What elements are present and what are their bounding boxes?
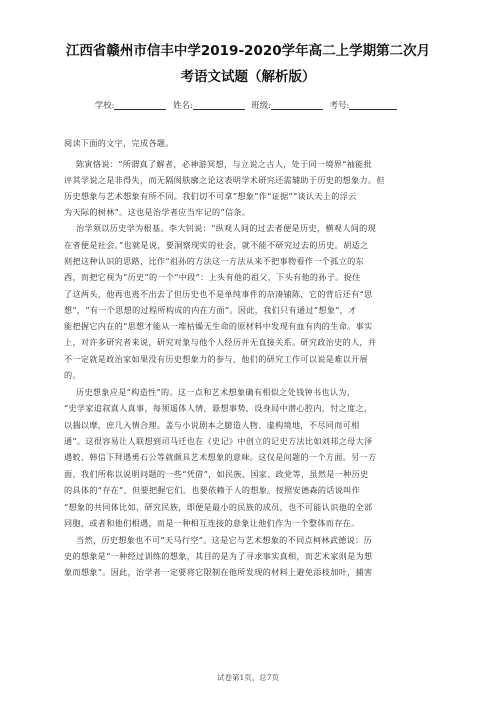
name-blank[interactable] bbox=[193, 101, 245, 110]
paragraph-line: 遇蛟、韩信下拜遇勇石公等就颇具艺术想象的意味。这仅是问题的一个方面。另一方 bbox=[64, 452, 377, 462]
paragraph-line: 西，而把它视为“历史”的一个“中段”：上头有他的祖父，下头有他的孙子。捉住 bbox=[64, 272, 361, 282]
instruction-line: 阅读下面的文字，完成各题。 bbox=[64, 138, 174, 148]
title-line-1: 江西省赣州市信丰中学2019-2020学年高二上学期第二次月 bbox=[65, 43, 431, 59]
name-label: 姓名: bbox=[173, 100, 193, 110]
number-blank[interactable] bbox=[349, 101, 397, 110]
paragraph-line: 评其学说之是非得失，而无隔阂肤廓之论这表明学术研究还需辅助于历史的想象力。但 bbox=[64, 175, 385, 185]
paragraph-line: 在者便是社会。”也就是说，要洞察现实的社会，就不能不研究过去的历史。胡适之 bbox=[64, 240, 369, 250]
paragraph-line: 能把握它内在的“思想才能从一堆枯燥无生命的原材料中发现有血有肉的生命。事实 bbox=[64, 321, 373, 331]
school-blank[interactable] bbox=[114, 101, 166, 110]
paragraph-line: 不一定就是政治家如果没有历史想象力的参与，他们的研究工作可以说是难以开展 bbox=[64, 354, 368, 364]
paragraph-line: “想象的共同体比如，研究民族，即便是最小的民族的成员，也不可能认识他的全部 bbox=[64, 502, 373, 512]
class-blank[interactable] bbox=[271, 101, 323, 110]
paragraph-line: 史的想象是“一种经过训练的想象，其目的是为了寻求事实真相，而艺术家则是为想 bbox=[64, 551, 373, 561]
paragraph-line: 为天际的树林”。这也是治学者应当牢记的“信条。 bbox=[64, 207, 251, 217]
school-label: 学校: bbox=[94, 100, 115, 110]
paragraph-line: 的具体的“存在”，但要把握它们，也要依赖于人的想象。按照安德森的话说叫作 bbox=[64, 485, 361, 495]
paragraph-line: 面，我们所称以说明问题的一些“凭借”，如民族、国家、政党等，虽然是一种历史 bbox=[64, 469, 369, 479]
paragraph-line: 治学须以历史学为根基。李大钊说：“纵观人间的过去者便是历史，横观人间的现 bbox=[76, 223, 377, 233]
paragraph-line: 以揣以摩，庶几入情合理。盖与小说剧本之臆造人物、虚构境地，不尽同而可相 bbox=[64, 420, 360, 430]
paragraph-line: 通”。这很容易让人联想到司马迁也在《史记》中创立的记史方法比如刘邦之母大泽 bbox=[64, 436, 373, 446]
page-footer: 试卷第1页，总7页 bbox=[216, 673, 280, 682]
paragraph-line: 历史想象应是“构造性”的。这一点和艺术想象确有相似之处钱钟书也认为， bbox=[76, 387, 356, 397]
paragraph-line: 则把这种认识的思路，比作“祖孙的方法这一方法从来不把事物看作一个孤立的东 bbox=[64, 256, 365, 266]
paragraph-line: “史学家追叙真人真事，每须遥体人情，悬想事势，设身局中潜心腔内，忖之度之， bbox=[64, 403, 373, 413]
paragraph-line: 象而想象”。因此，治学者一定要将它限制在他所发现的材料上避免添枝加叶，捕害 bbox=[64, 567, 373, 577]
student-info-row bbox=[0, 99, 496, 111]
paragraph-line: 陈寅恪说：“所谓真了解者，必神游冥想，与立说之古人，处于同一境界“袖能批 bbox=[76, 159, 373, 169]
class-label: 班级: bbox=[251, 100, 271, 110]
paragraph-line: 了这两头，他再也逃不出去了但历史也不是单纯事件的杂凑铺陈，它的背后还有“思 bbox=[64, 289, 373, 299]
paragraph-line: 当然，历史想象也不可“天马行空”。这是它与艺术想象的不同点柯林武德说：历 bbox=[76, 535, 373, 545]
number-label: 考号: bbox=[329, 100, 350, 110]
paragraph-line: 历史想象与艺术想象有所不同。我们切不可拿“想象”作“证据”“谈认天上的浮云 bbox=[64, 191, 357, 201]
paragraph-line: 同胞，或者和他们相遇，而是一种相互连接的意象让他们作为一个整体而存在。 bbox=[64, 518, 360, 528]
paragraph-line: 上，对许多研究者来说，研究对象与他个人经历并无直接关系。研究政治史的人，并 bbox=[64, 337, 377, 347]
paragraph-line: 想”，“有一个思想的过程所构成的内在方面”。因此，我们只有通过“想象”，才 bbox=[64, 305, 357, 315]
paragraph-line: 的。 bbox=[64, 370, 81, 380]
title-line-2: 考语文试题（解析版） bbox=[180, 69, 316, 85]
